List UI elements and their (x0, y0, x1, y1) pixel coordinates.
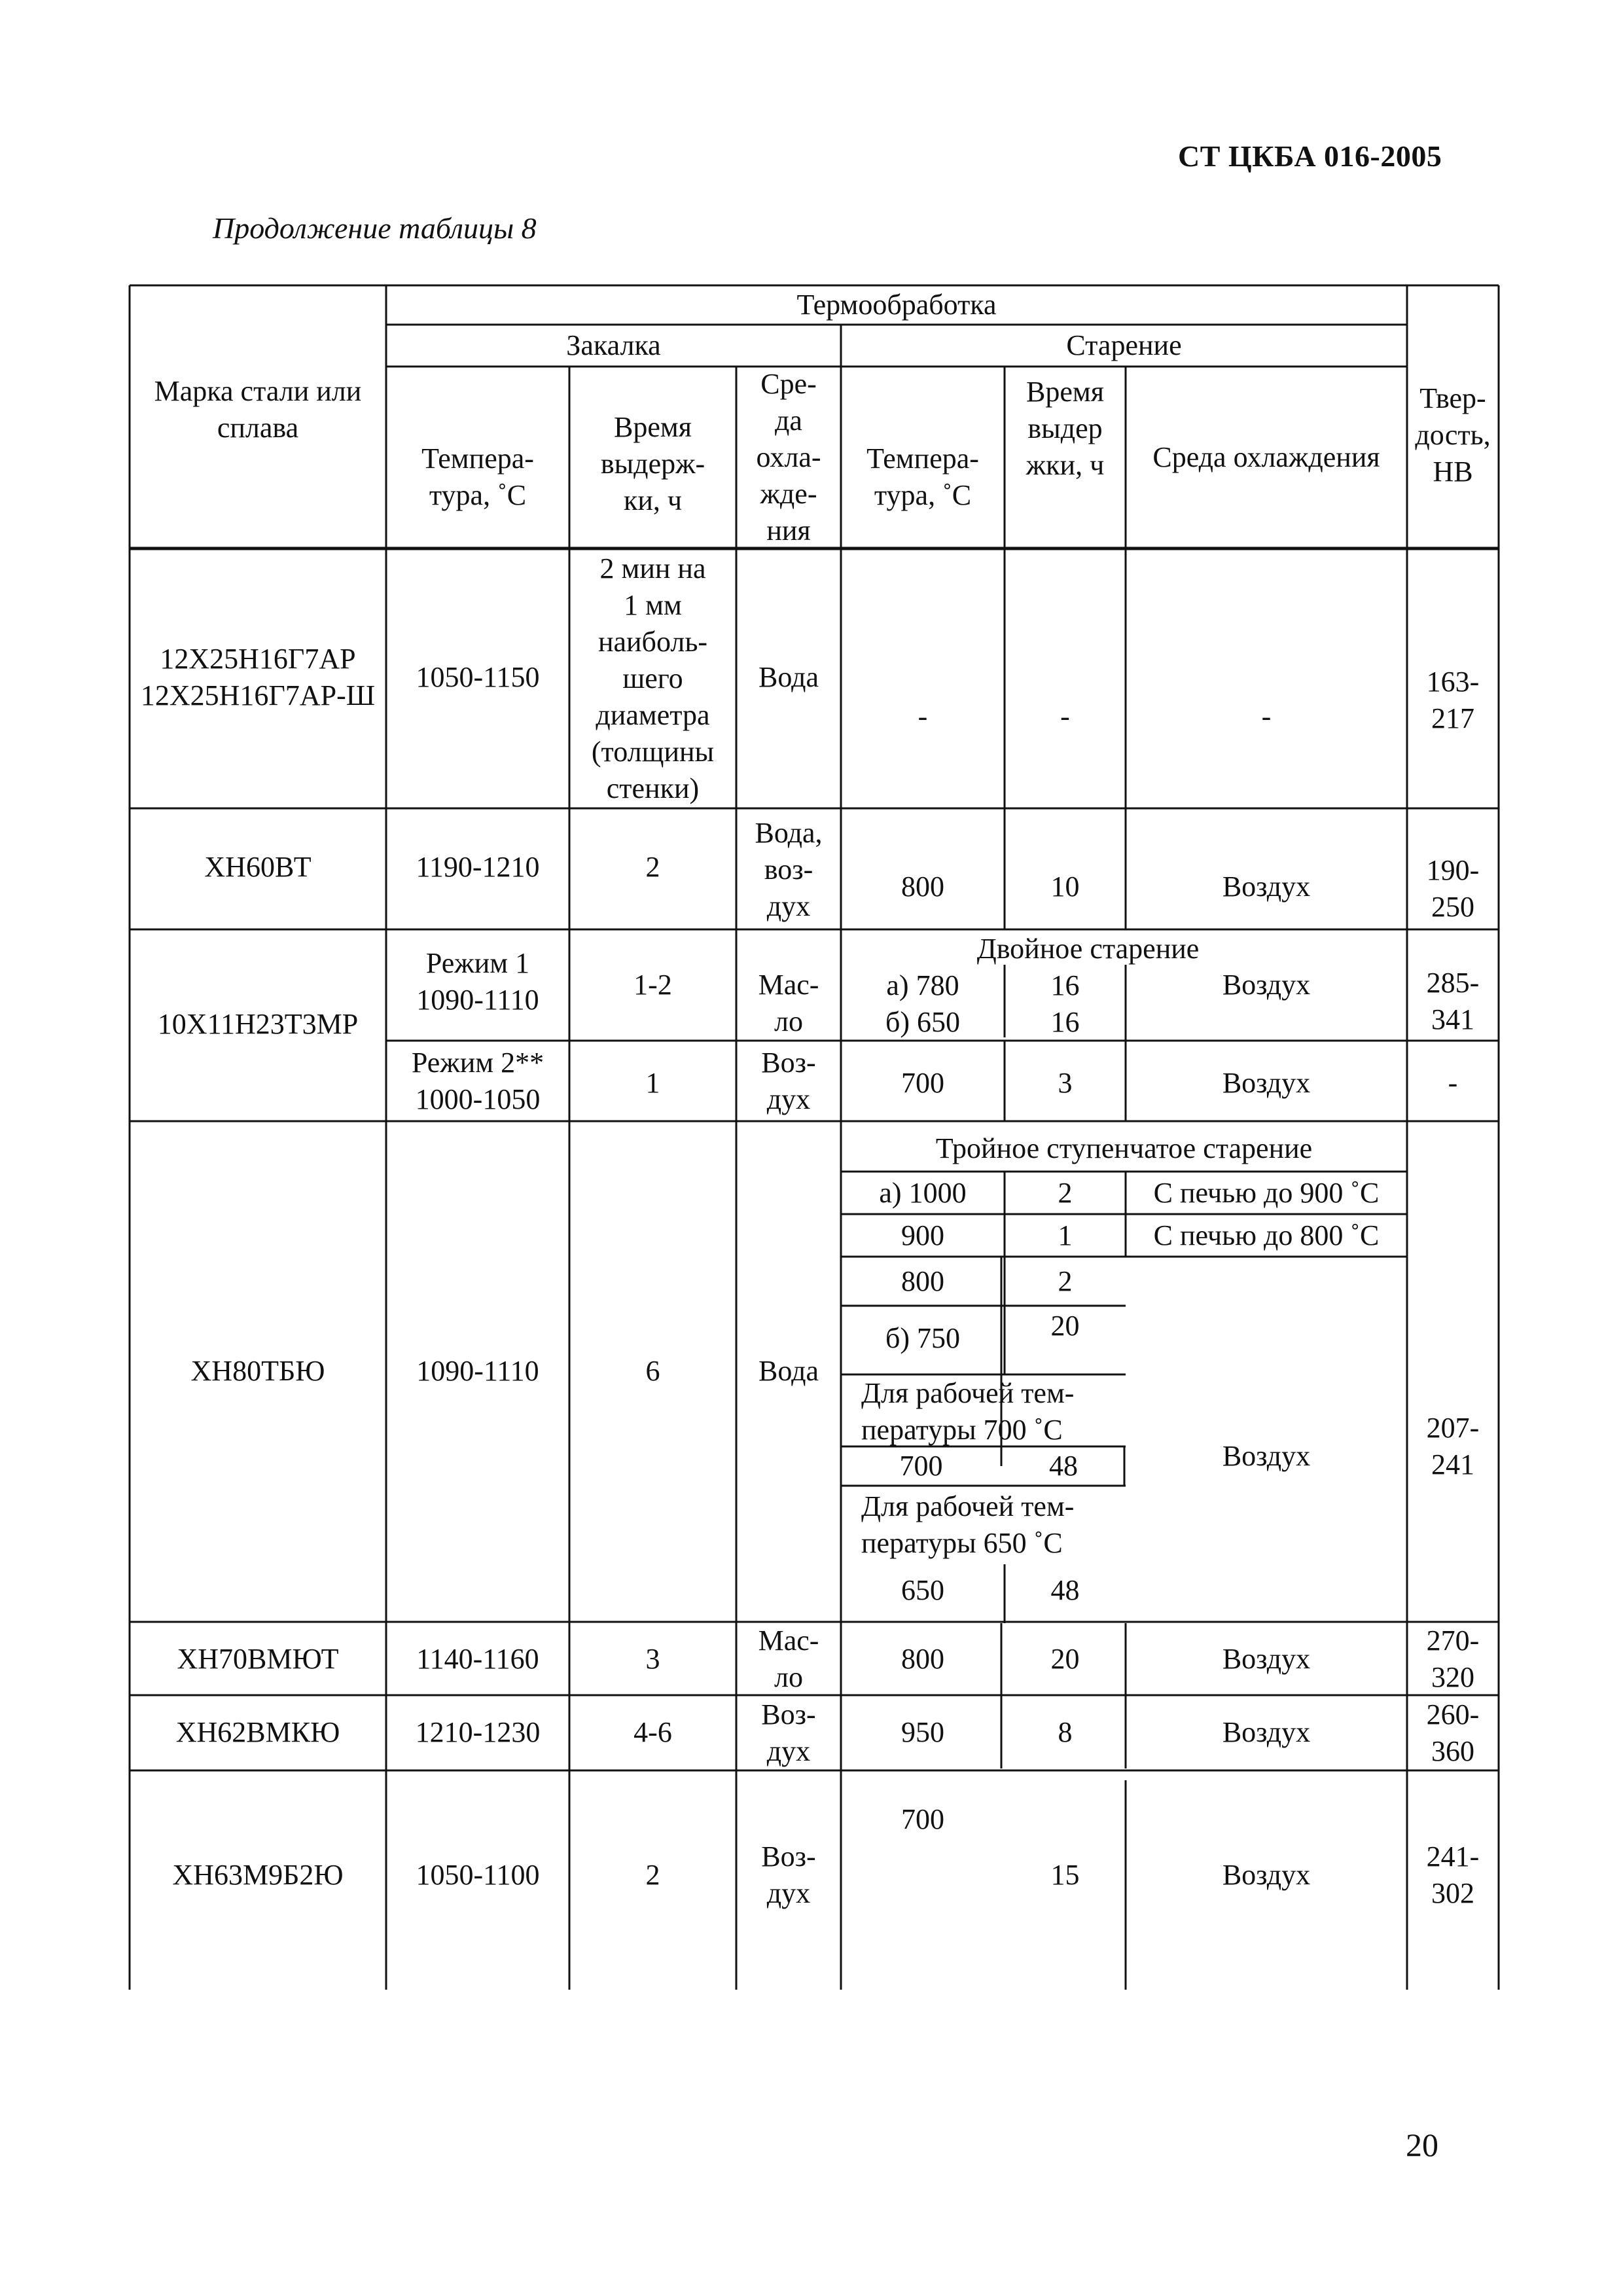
row3-mode2-hardness: - (1448, 1067, 1458, 1099)
row4-work650-label: Для рабочей тем- пературы 650 ˚С (861, 1490, 1075, 1559)
row3-aging-title: Двойное старение (976, 933, 1200, 965)
row5-aging-medium: Воздух (1222, 1643, 1311, 1675)
page-number: 20 (1406, 2126, 1438, 2163)
row4-step2-time: 1 (1058, 1219, 1073, 1251)
row4-step1-temp: а) 1000 (879, 1177, 967, 1209)
row3-mode1-quench-temp: Режим 1 1090-1110 (416, 947, 539, 1016)
header-quench-medium: Сре- да охла- жде- ния (756, 368, 821, 547)
row6-aging-medium: Воздух (1222, 1716, 1311, 1748)
row3-aging-temp-a: а) 780 (886, 969, 959, 1001)
row4-work700-label: Для рабочей тем- пературы 700 ˚С (861, 1377, 1075, 1446)
row3-mode1-quench-medium: Мас- ло (758, 968, 819, 1037)
row4-step2-medium: С печью до 800 ˚С (1153, 1219, 1380, 1251)
row2-grade: ХН60ВТ (204, 851, 312, 883)
header-hardness: Твер- дость, НВ (1415, 382, 1491, 488)
row2-aging-temp: 800 (901, 870, 944, 903)
row2-aging-medium: Воздух (1222, 870, 1311, 903)
row4-step5-time: 48 (1049, 1450, 1078, 1482)
row5-aging-temp: 800 (901, 1643, 944, 1675)
row4-step4-temp: б) 750 (885, 1322, 961, 1354)
row5-quench-medium: Мас- ло (758, 1624, 819, 1693)
row3-mode2-quench-time: 1 (645, 1067, 660, 1099)
row4-step6-time: 48 (1050, 1574, 1080, 1606)
row5-quench-temp: 1140-1160 (416, 1643, 539, 1675)
row5-grade: ХН70ВМЮТ (177, 1643, 339, 1675)
row6-aging-time: 8 (1058, 1716, 1073, 1748)
row1-grade: 12Х25Н16Г7АР 12Х25Н16Г7АР-Ш (140, 643, 376, 711)
row6-hardness: 260- 360 (1426, 1698, 1480, 1767)
row7-aging-temp: 700 (901, 1803, 944, 1835)
row1-aging-medium: - (1261, 700, 1272, 732)
row4-aging-medium: Воздух (1222, 1440, 1311, 1472)
row7-hardness: 241- 302 (1426, 1840, 1480, 1909)
row4-step4-time: 20 (1050, 1310, 1080, 1342)
row2-quench-temp: 1190-1210 (416, 851, 540, 883)
row1-hardness: 163- 217 (1426, 666, 1480, 734)
row3-aging-temp-b: б) 650 (885, 1006, 961, 1038)
row1-quench-time: 2 мин на 1 мм наиболь- шего диаметра (толщины стенки) (591, 552, 715, 804)
row2-hardness: 190- 250 (1426, 854, 1480, 923)
header-grade: Марка стали или сплава (154, 375, 362, 444)
row3-aging-time-b: 16 (1050, 1006, 1080, 1038)
row4-quench-medium: Вода (758, 1355, 819, 1387)
row7-quench-time: 2 (645, 1859, 660, 1891)
header-aging-temp: Темпера- тура, ˚С (866, 442, 979, 511)
row6-aging-temp: 950 (901, 1716, 944, 1748)
row3-mode2-aging-temp: 700 (901, 1067, 944, 1099)
row3-aging-time-a: 16 (1050, 969, 1080, 1001)
row4-quench-time: 6 (645, 1355, 660, 1387)
header-aging: Старение (1066, 329, 1182, 361)
row4-step2-temp: 900 (901, 1219, 944, 1251)
row4-step3-time: 2 (1058, 1265, 1073, 1297)
header-aging-medium: Среда охлаждения (1152, 441, 1380, 473)
row2-aging-time: 10 (1050, 870, 1080, 903)
header-quench-time: Время выдерж- ки, ч (600, 411, 705, 516)
table-caption: Продолжение таблицы 8 (213, 211, 537, 245)
row4-quench-temp: 1090-1110 (416, 1355, 539, 1387)
row7-aging-time: 15 (1050, 1859, 1080, 1891)
row5-hardness: 270- 320 (1426, 1624, 1480, 1693)
row7-quench-temp: 1050-1100 (416, 1859, 540, 1891)
row3-mode1-hardness: 285- 341 (1426, 967, 1480, 1035)
row3-mode1-quench-time: 1-2 (633, 969, 672, 1001)
row3-mode2-aging-time: 3 (1058, 1067, 1073, 1099)
header-quench-temp: Темпера- тура, ˚С (421, 442, 534, 511)
row4-step5-temp: 700 (899, 1450, 943, 1482)
row5-aging-time: 20 (1050, 1643, 1080, 1675)
row4-aging-title: Тройное ступенчатое старение (935, 1132, 1313, 1164)
row1-aging-time: - (1060, 700, 1070, 732)
row6-grade: ХН62ВМКЮ (175, 1716, 340, 1748)
row1-aging-temp: - (918, 700, 928, 732)
row3-grade: 10Х11Н23Т3МР (157, 1008, 359, 1040)
header-aging-time: Время выдер жки, ч (1026, 376, 1105, 481)
row7-grade: ХН63М9Б2Ю (172, 1859, 344, 1891)
row1-quench-temp: 1050-1150 (416, 661, 540, 693)
row1-quench-medium: Вода (758, 661, 819, 693)
row4-hardness: 207- 241 (1426, 1412, 1480, 1480)
row2-quench-medium: Вода, воз- дух (755, 817, 823, 922)
row7-quench-medium: Воз- дух (761, 1840, 816, 1909)
row4-grade: ХН80ТБЮ (190, 1355, 325, 1387)
row2-quench-time: 2 (645, 851, 660, 883)
row3-mode2-quench-temp: Режим 2** 1000-1050 (411, 1047, 544, 1115)
row7-aging-medium: Воздух (1222, 1859, 1311, 1891)
header-quench: Закалка (566, 329, 661, 361)
header-heat-treatment: Термообработка (796, 289, 997, 321)
row4-step1-time: 2 (1058, 1177, 1073, 1209)
row3-mode2-quench-medium: Воз- дух (761, 1047, 816, 1115)
row4-step1-medium: С печью до 900 ˚С (1153, 1177, 1380, 1209)
document-code: СТ ЦКБА 016-2005 (1178, 139, 1442, 173)
row6-quench-temp: 1210-1230 (415, 1716, 541, 1748)
row6-quench-medium: Воз- дух (761, 1698, 816, 1767)
row4-step6-temp: 650 (901, 1574, 944, 1606)
row3-mode1-aging-medium: Воздух (1222, 969, 1311, 1001)
row5-quench-time: 3 (645, 1643, 660, 1675)
row4-step3-temp: 800 (901, 1265, 944, 1297)
row3-mode2-aging-medium: Воздух (1222, 1067, 1311, 1099)
row6-quench-time: 4-6 (633, 1716, 672, 1748)
